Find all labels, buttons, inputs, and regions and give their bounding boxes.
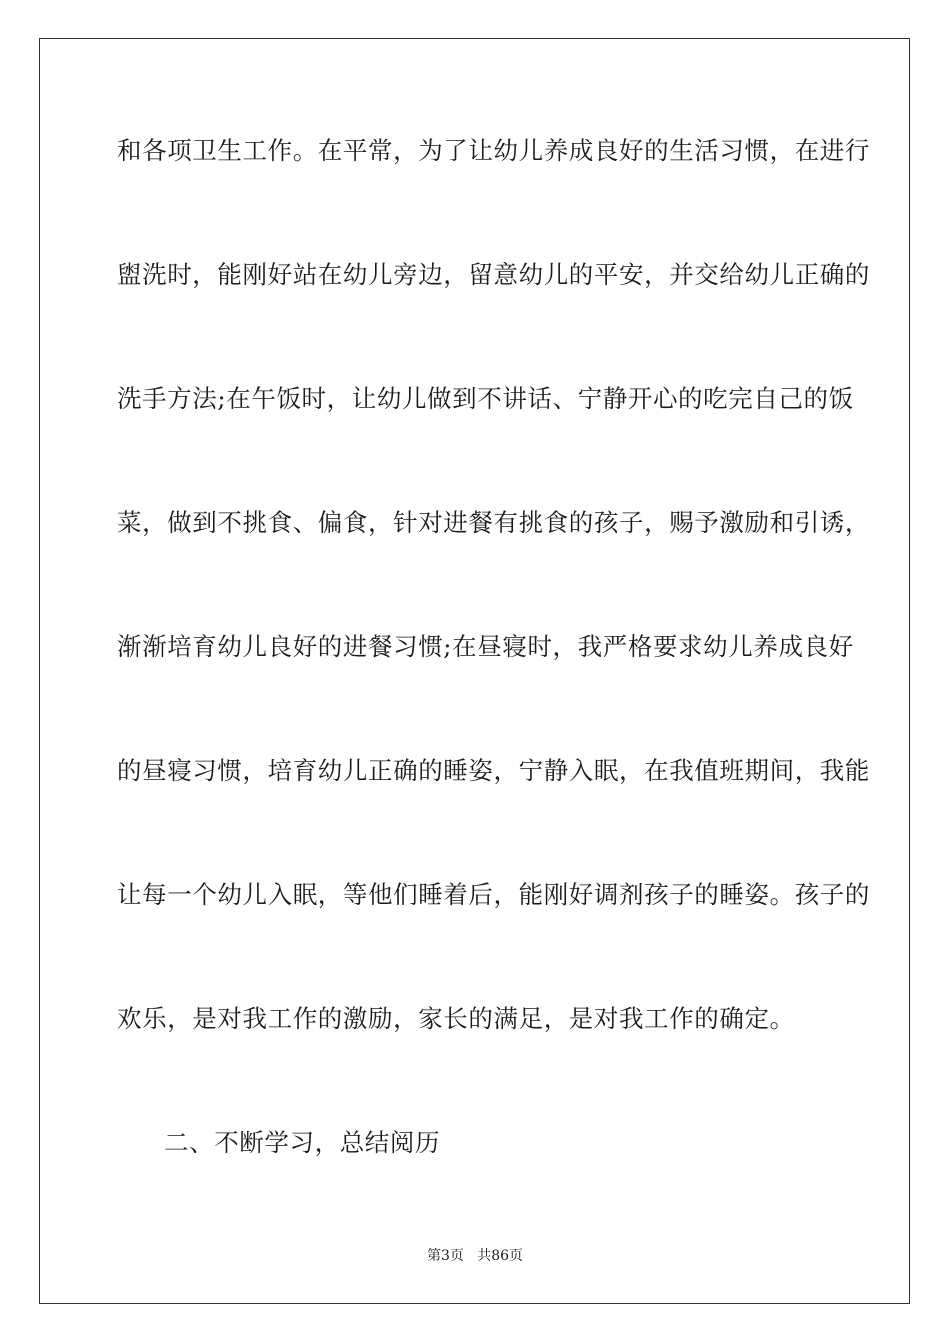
- paragraph-line: 让每一个幼儿入眠，等他们睡着后，能刚好调剂孩子的睡姿。孩子的: [117, 880, 870, 909]
- paragraph-line: 和各项卫生工作。在平常，为了让幼儿养成良好的生活习惯，在进行: [117, 136, 870, 165]
- paragraph-line: 洗手方法;在午饭时，让幼儿做到不讲话、宁静开心的吃完自己的饭: [117, 384, 854, 413]
- paragraph-line: 欢乐，是对我工作的激励，家长的满足，是对我工作的确定。: [117, 1004, 795, 1033]
- paragraph-line: 渐渐培育幼儿良好的进餐习惯;在昼寝时，我严格要求幼儿养成良好: [117, 632, 854, 661]
- paragraph-line: 菜，做到不挑食、偏食，针对进餐有挑食的孩子，赐予激励和引诱，: [117, 508, 870, 537]
- page-number-footer: 第3页 共86页: [426, 1248, 524, 1264]
- page-border: [39, 38, 910, 1304]
- paragraph-line: 盥洗时，能刚好站在幼儿旁边，留意幼儿的平安，并交给幼儿正确的: [117, 260, 870, 289]
- paragraph-line: 的昼寝习惯，培育幼儿正确的睡姿，宁静入眠，在我值班期间，我能: [117, 756, 870, 785]
- section-heading: 二、不断学习，总结阅历: [164, 1128, 441, 1157]
